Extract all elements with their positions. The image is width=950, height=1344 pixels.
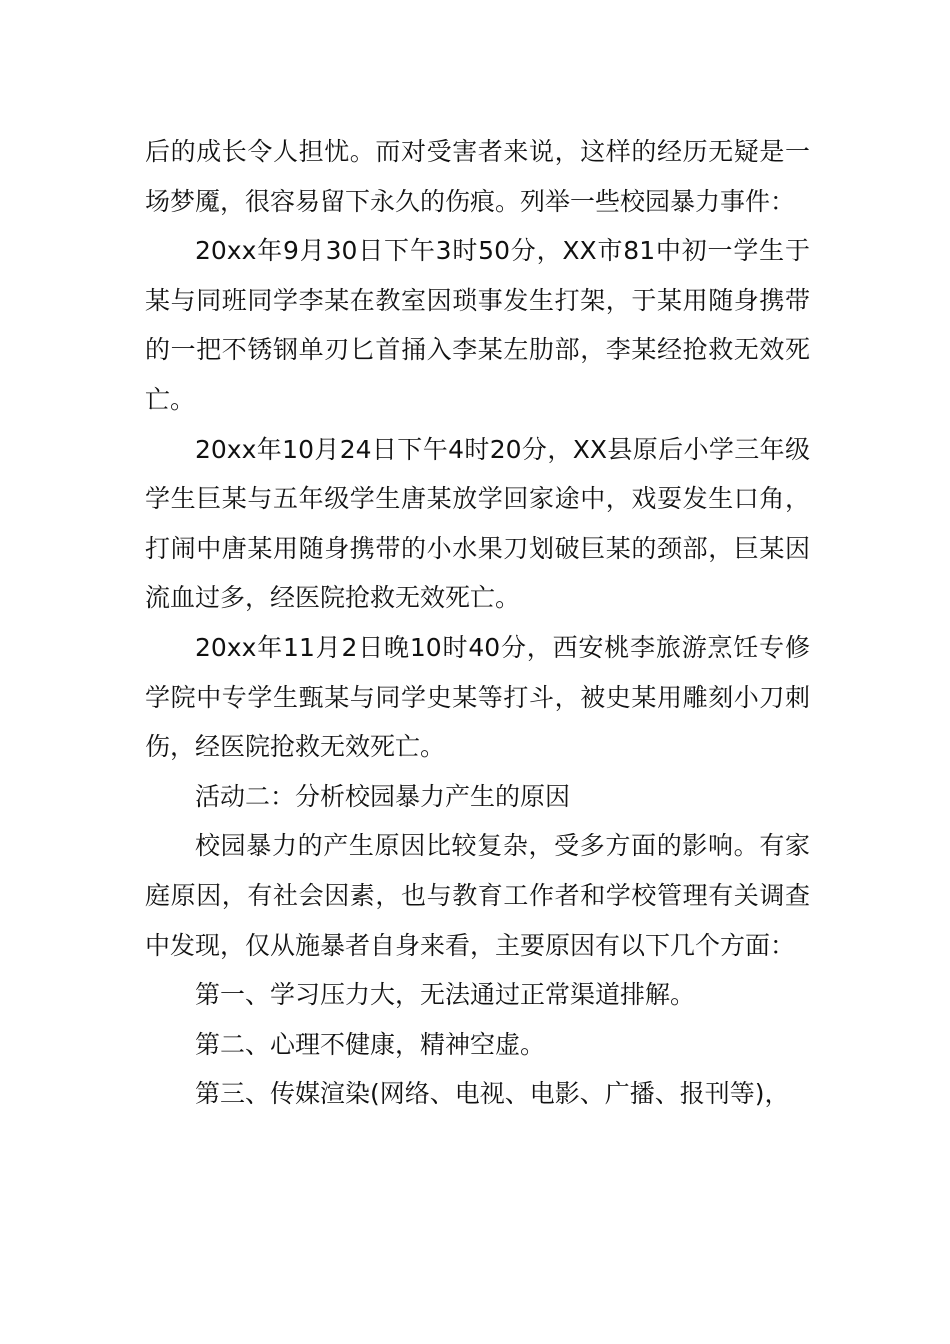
section-heading-activity-2: 活动二：分析校园暴力产生的原因 (195, 781, 571, 811)
paragraph-cause-1: 第一、学习压力大，无法通过正常渠道排解。 (195, 980, 696, 1010)
paragraph-causes-intro: 校园暴力的产生原因比较复杂，受多方面的影响。有家庭原因，有社会因素，也与教育工作者和学校管理有关调查中发现，仅从施暴者自身来看，主要原因有以下几个方面： (145, 831, 810, 960)
paragraph-cause-3: 第三、传媒渲染(网络、电视、电影、广播、报刊等)， (195, 1079, 790, 1109)
document-body (145, 127, 810, 1119)
paragraph-cause-2: 第二、心理不健康，精神空虚。 (195, 1029, 546, 1059)
paragraph-case-1: 20xx年9月30日下午3时50分，XX市81中初一学生于某与同班同学李某在教室因琐事发生打架，于某用随身携带的一把不锈钢单刃匕首捅入李某左肋部，李某经抢救无效死亡。 (145, 236, 810, 414)
paragraph-case-3: 20xx年11月2日晚10时40分，西安桃李旅游烹饪专修学院中专学生甄某与同学史某等打斗，被史某用雕刻小刀刺伤，经医院抢救无效死亡。 (145, 632, 810, 762)
paragraph-case-2: 20xx年10月24日下午4时20分，XX县原后小学三年级学生巨某与五年级学生唐某放学回家途中，戏耍发生口角，打闹中唐某用随身携带的小水果刀划破巨某的颈部，巨某因流血过多，经医院抢救无效死亡。 (145, 434, 810, 613)
paragraph-intro: 后的成长令人担忧。而对受害者来说，这样的经历无疑是一场梦魇，很容易留下永久的伤痕。列举一些校园暴力事件： (145, 137, 810, 216)
